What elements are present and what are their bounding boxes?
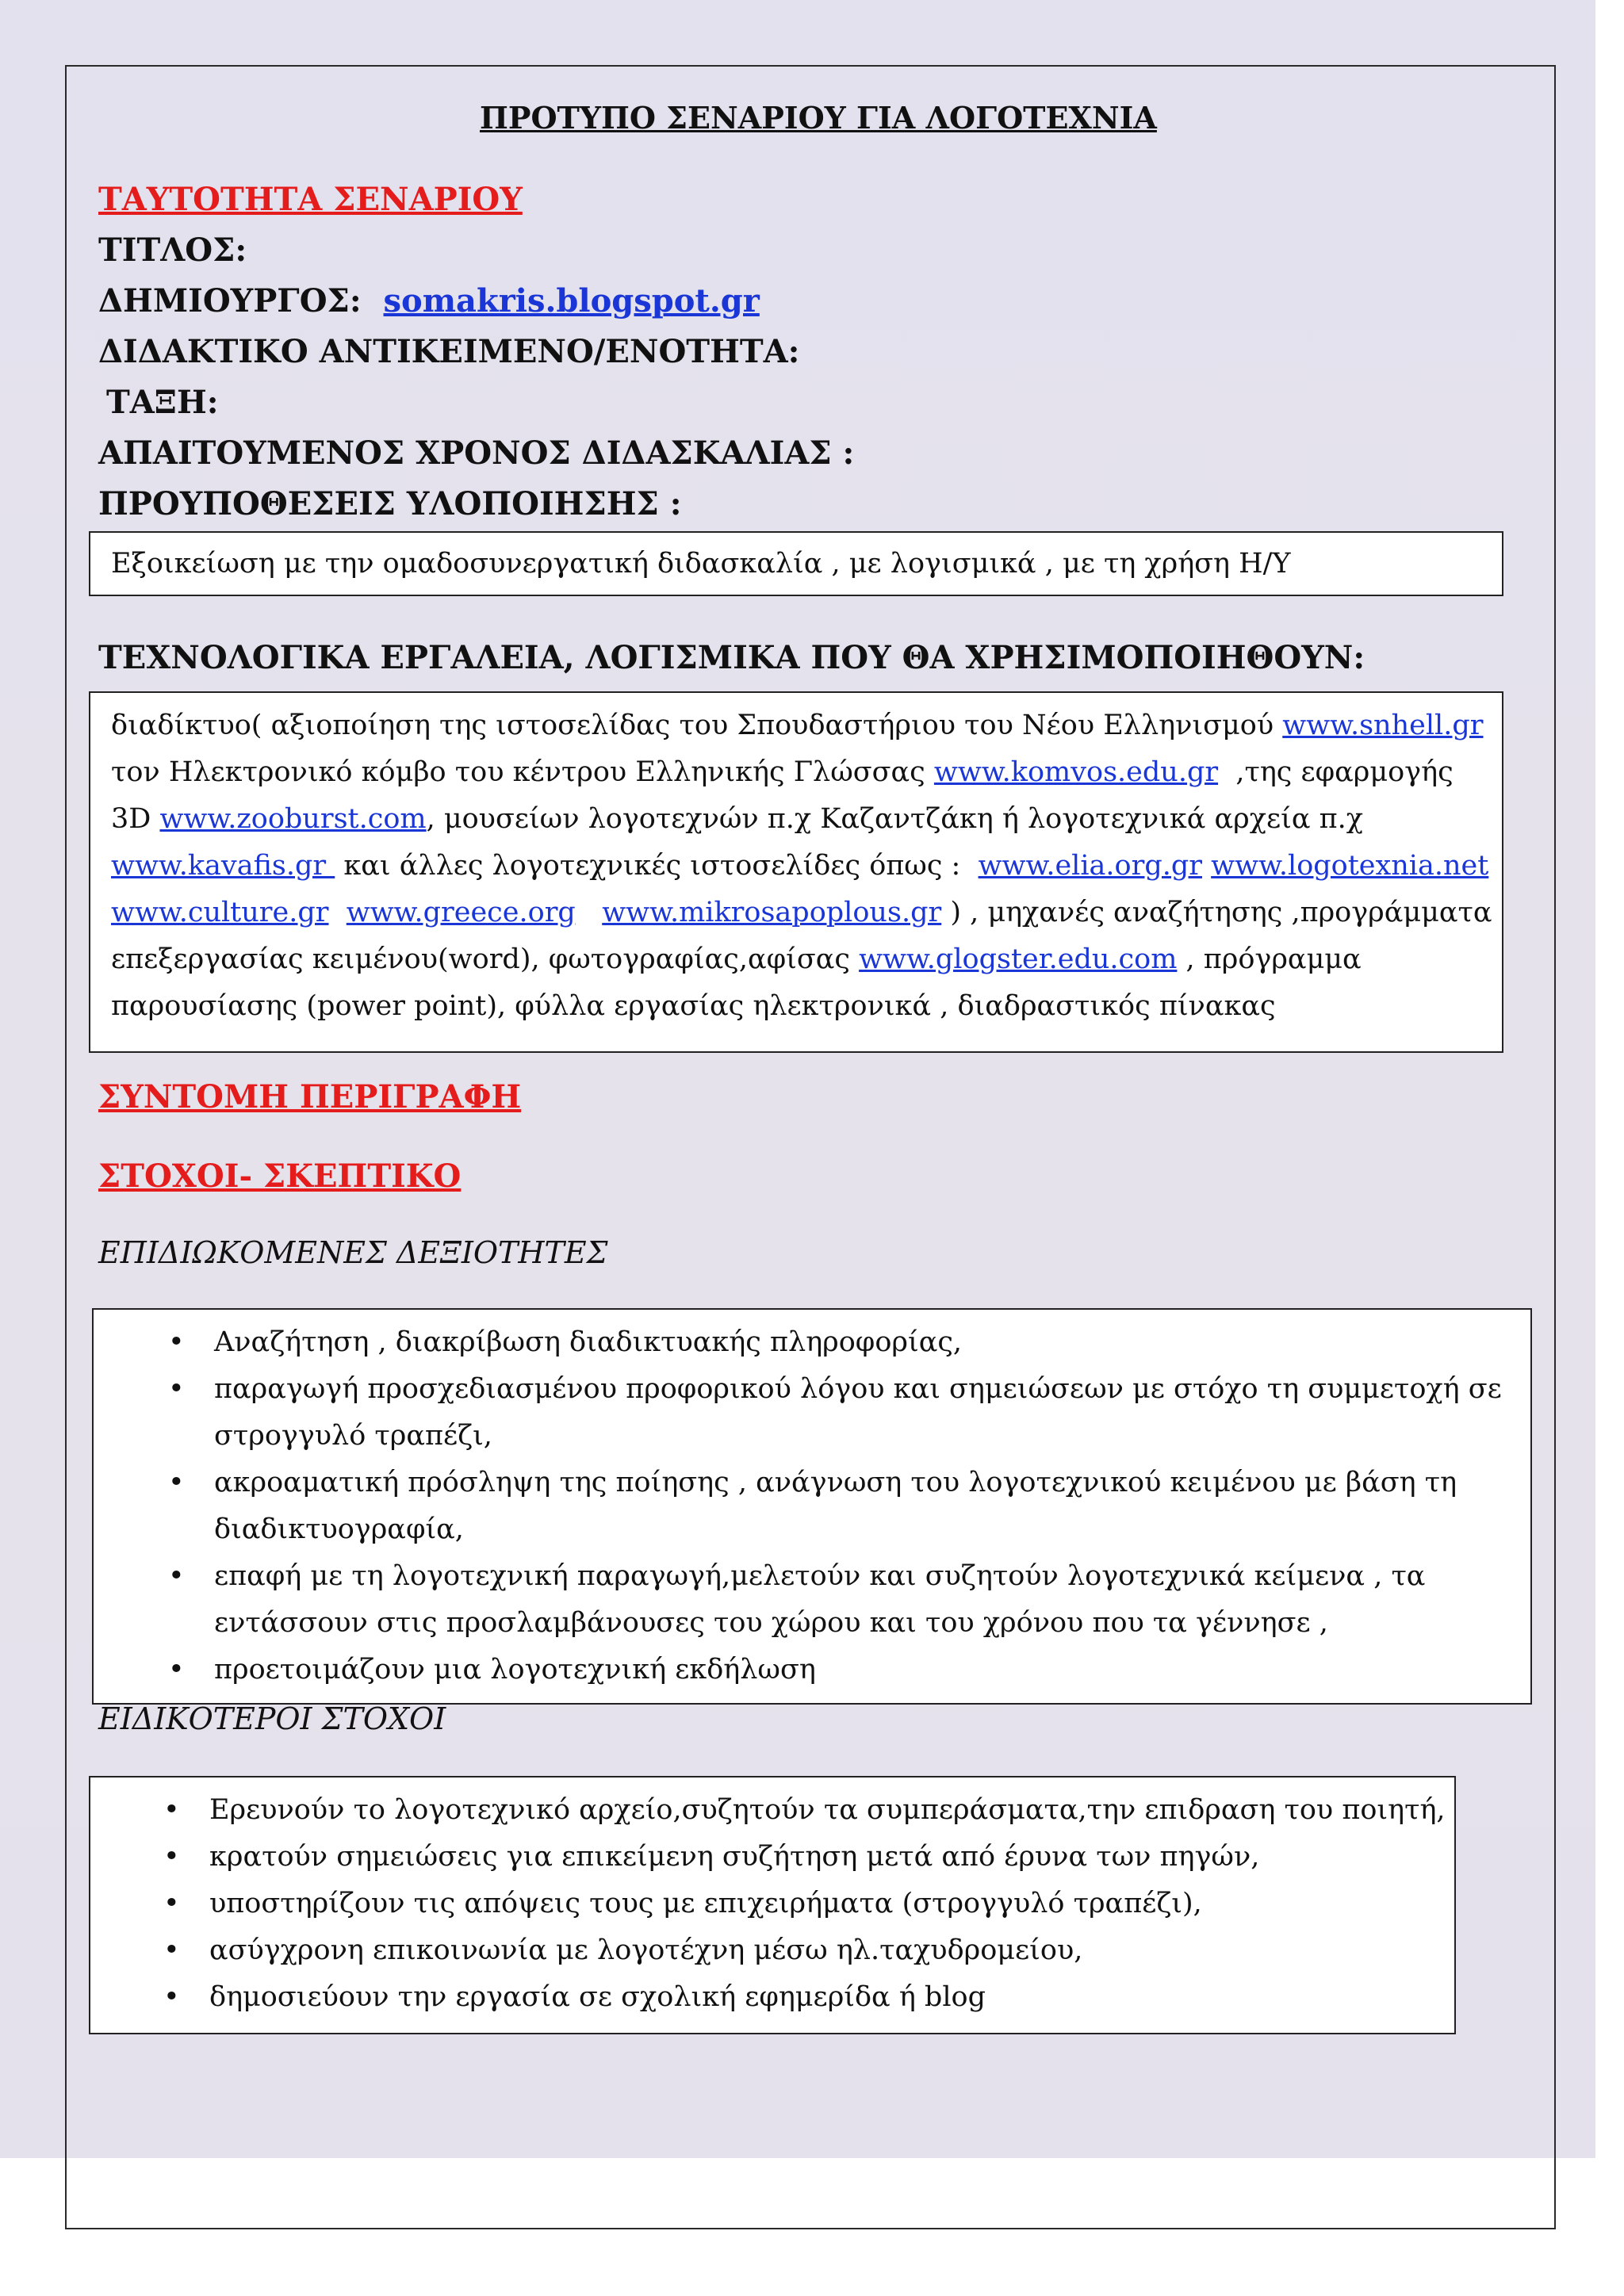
list-item-text: δημοσιεύουν την εργασία σε σχολική εφημερίδα ή blog bbox=[209, 1981, 986, 2013]
link-glogster[interactable]: www.glogster.edu.com bbox=[859, 943, 1178, 975]
bullet-icon: • bbox=[168, 1326, 185, 1358]
list-item-text: Αναζήτηση , διακρίβωση διαδικτυακής πληροφορίας, bbox=[214, 1326, 963, 1358]
bullet-icon: • bbox=[168, 1373, 185, 1405]
specific-goal-item bbox=[163, 1834, 1446, 1881]
prereq-box bbox=[89, 531, 1503, 596]
skill-item bbox=[168, 1553, 1502, 1647]
specific-goals-list bbox=[163, 1787, 1446, 2021]
skills-heading: ΕΠΙΔΙΩΚΟΜΕΝΕΣ ΔΕΞΙΟΤΗΤΕΣ bbox=[98, 1235, 608, 1270]
specific-goal-item bbox=[163, 1787, 1446, 1834]
specific-goal-item bbox=[163, 1927, 1446, 1974]
subject-label: ΔΙΔΑΚΤΙΚΟ ΑΝΤΙΚΕΙΜΕΝΟ/ΕΝΟΤΗΤΑ: bbox=[98, 333, 800, 370]
specific-goal-item bbox=[163, 1974, 1446, 2021]
skills-list bbox=[168, 1319, 1502, 1693]
list-item-text: ακροαματική πρόσληψη της ποίησης , ανάγνωση του λογοτεχνικού κειμένου με βάση τη bbox=[214, 1467, 1457, 1498]
list-item-text: ασύγχρονη επικοινωνία με λογοτέχνη μέσω ηλ.ταχυδρομείου, bbox=[209, 1934, 1083, 1966]
bullet-icon: • bbox=[168, 1654, 185, 1686]
tools-line-1-text: διαδίκτυο( αξιοποίηση της ιστοσελίδας του Σπουδαστήριου του Νέου Ελληνισμού bbox=[111, 710, 1283, 741]
list-item-text: Ερευνούν το λογοτεχνικό αρχείο,συζητούν τα συμπεράσματα,την επιδραση του ποιητή, bbox=[209, 1794, 1446, 1826]
tools-line-3 bbox=[111, 796, 1492, 843]
list-item-text: εντάσσουν στις προσλαμβάνουσες του χώρου και του χρόνου που τα γέννησε , bbox=[214, 1607, 1328, 1639]
tools-line-6-text: επεξεργασίας κειμένου(word), φωτογραφίας,αφίσας bbox=[111, 943, 860, 975]
link-snhell[interactable]: www.snhell.gr bbox=[1282, 710, 1484, 741]
link-komvos[interactable]: www.komvos.edu.gr bbox=[933, 756, 1219, 788]
creator-label: ΔΗΜΙΟΥΡΓΟΣ: bbox=[98, 282, 362, 320]
link-kavafis[interactable]: www.kavafis.gr bbox=[111, 850, 335, 882]
bullet-icon: • bbox=[163, 1934, 180, 1966]
document-title: ΠΡΟΤΥΠΟ ΣΕΝΑΡΙΟΥ ΓΙΑ ΛΟΓΟΤΕΧΝΙΑ bbox=[480, 100, 1157, 136]
bullet-icon: • bbox=[163, 1981, 180, 2013]
title-label: ΤΙΤΛΟΣ: bbox=[98, 232, 247, 269]
link-elia[interactable]: www.elia.org.gr bbox=[978, 850, 1203, 882]
list-item-text: κρατούν σημειώσεις για επικείμενη συζήτηση μετά από έρυνα των πηγών, bbox=[209, 1841, 1260, 1873]
link-greece[interactable]: www.greece.org bbox=[346, 897, 576, 928]
tools-line-5 bbox=[111, 890, 1492, 936]
tools-heading: ΤΕΧΝΟΛΟΓΙΚΑ ΕΡΓΑΛΕΙΑ, ΛΟΓΙΣΜΙΚΑ ΠΟΥ ΘΑ ΧΡΗΣΙΜΟΠΟΙΗΘΟΥΝ: bbox=[98, 639, 1365, 676]
skill-item bbox=[168, 1319, 1502, 1366]
link-culture[interactable]: www.culture.gr bbox=[111, 897, 329, 928]
tools-line-1 bbox=[111, 702, 1492, 749]
link-mikrosapoplous[interactable]: www.mikrosapoplous.gr bbox=[602, 897, 942, 928]
skill-item bbox=[168, 1647, 1502, 1693]
identity-heading: ΤΑΥΤΟΤΗΤΑ ΣΕΝΑΡΙΟΥ bbox=[98, 181, 523, 218]
tools-line-3-text: 3D bbox=[111, 803, 160, 835]
tools-line-2-text: τον Ηλεκτρονικό κόμβο του κέντρου Ελληνικής Γλώσσας bbox=[111, 756, 934, 788]
tools-line-6 bbox=[111, 936, 1492, 983]
specific-goals-heading: ΕΙΔΙΚΟΤΕΡΟΙ ΣΤΟΧΟΙ bbox=[98, 1701, 446, 1736]
specific-goal-item bbox=[163, 1881, 1446, 1927]
tools-line-2-tail: ,της εφαρμογής bbox=[1218, 756, 1454, 788]
tools-line-6-tail: , πρόγραμμα bbox=[1177, 943, 1362, 975]
list-item-text: επαφή με τη λογοτεχνική παραγωγή,μελετούν και συζητούν λογοτεχνικά κείμενα , τα bbox=[214, 1560, 1426, 1592]
list-item-text: διαδικτυογραφία, bbox=[214, 1513, 464, 1545]
list-item-text: υποστηρίζουν τις απόψεις τους με επιχειρήματα (στρογγυλό τραπέζι), bbox=[209, 1888, 1202, 1919]
bullet-icon: • bbox=[168, 1467, 185, 1498]
time-label: ΑΠΑΙΤΟΥΜΕΝΟΣ ΧΡΟΝΟΣ ΔΙΔΑΣΚΑΛΙΑΣ : bbox=[98, 434, 855, 472]
list-item-text: στρογγυλό τραπέζι, bbox=[214, 1420, 492, 1452]
prereq-label: ΠΡΟΥΠΟΘΕΣΕΙΣ ΥΛΟΠΟΙΗΣΗΣ : bbox=[98, 485, 682, 522]
list-item-text: προετοιμάζουν μια λογοτεχνική εκδήλωση bbox=[214, 1654, 816, 1686]
list-item-text: παραγωγή προσχεδιασμένου προφορικού λόγου και σημειώσεων με στόχο τη συμμετοχή σε bbox=[214, 1373, 1502, 1405]
tools-line-5-tail: ) , μηχανές αναζήτησης ,προγράμματα bbox=[941, 897, 1492, 928]
prereq-text: Εξοικείωση με την ομαδοσυνεργατική διδασκαλία , με λογισμικά , με τη χρήση Η/Υ bbox=[111, 548, 1291, 580]
tools-line-7: παρουσίασης (power point), φύλλα εργασίας ηλεκτρονικά , διαδραστικός πίνακας bbox=[111, 990, 1276, 1022]
tools-box bbox=[89, 691, 1503, 1053]
link-logotexnia[interactable]: www.logotexnia.net bbox=[1211, 850, 1489, 882]
short-description-heading: ΣΥΝΤΟΜΗ ΠΕΡΙΓΡΑΦΗ bbox=[98, 1078, 522, 1115]
tools-line-3-tail: , μουσείων λογοτεχνών π.χ Καζαντζάκη ή λογοτεχνικά αρχεία π.χ bbox=[426, 803, 1363, 835]
skill-item bbox=[168, 1460, 1502, 1553]
creator-row bbox=[98, 282, 760, 320]
goals-heading: ΣΤΟΧΟΙ- ΣΚΕΠΤΙΚΟ bbox=[98, 1158, 462, 1195]
link-zooburst[interactable]: www.zooburst.com bbox=[159, 803, 427, 835]
bullet-icon: • bbox=[163, 1888, 180, 1919]
tools-text bbox=[111, 702, 1492, 1030]
specific-goals-box bbox=[89, 1776, 1456, 2034]
skill-item bbox=[168, 1366, 1502, 1460]
class-label: ΤΑΞΗ: bbox=[106, 384, 219, 421]
tools-line-4-text: και άλλες λογοτεχνικές ιστοσελίδες όπως : bbox=[335, 850, 979, 882]
tools-line-2 bbox=[111, 749, 1492, 796]
tools-line-4 bbox=[111, 843, 1492, 890]
bullet-icon: • bbox=[163, 1794, 180, 1826]
bullet-icon: • bbox=[168, 1560, 185, 1592]
bullet-icon: • bbox=[163, 1841, 180, 1873]
skills-box bbox=[92, 1308, 1532, 1705]
creator-link[interactable]: somakris.blogspot.gr bbox=[383, 282, 760, 320]
